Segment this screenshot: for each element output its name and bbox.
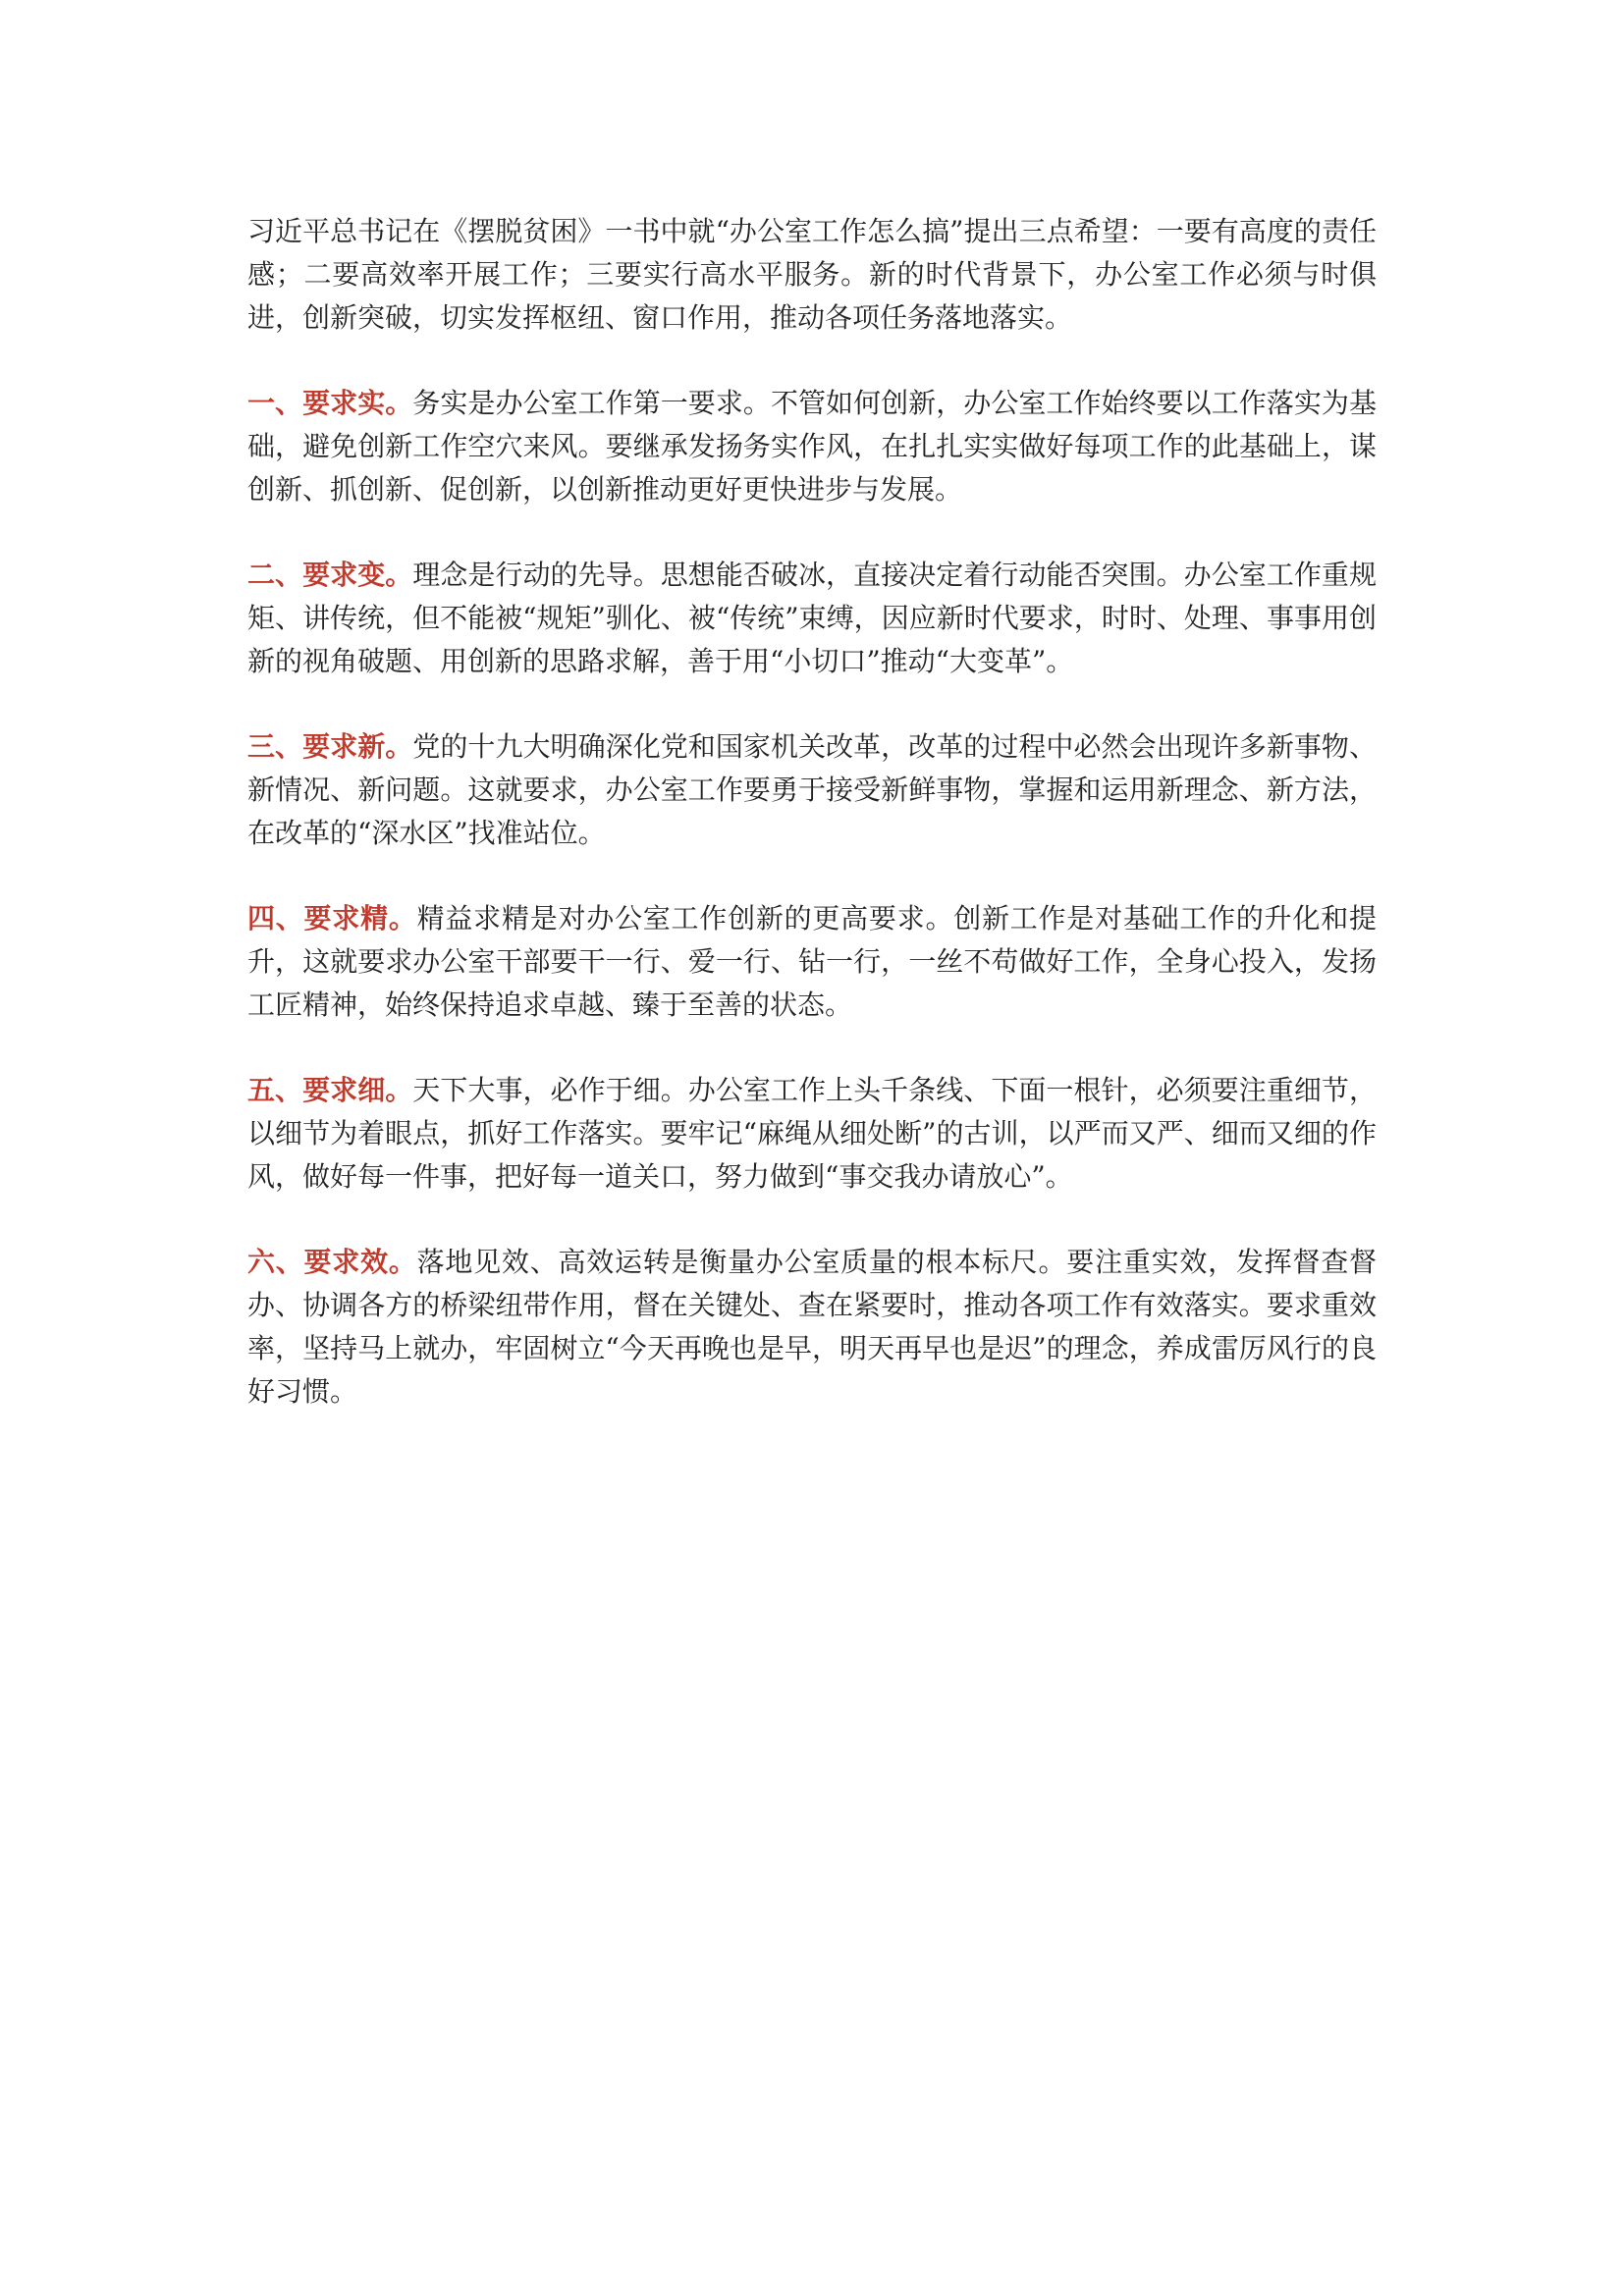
section-paragraph xyxy=(247,725,1377,855)
section-heading: 六、要求效。 xyxy=(247,1246,417,1278)
section-heading: 二、要求变。 xyxy=(247,559,413,591)
section-heading: 四、要求精。 xyxy=(247,902,417,934)
section-paragraph xyxy=(247,554,1377,683)
section-body: 理念是行动的先导。思想能否破冰，直接决定着行动能否突围。办公室工作重规矩、讲传统，但不能被“规矩”驯化、被“传统”束缚，因应新时代要求，时时、处理、事事用创新的视角破题、用创新的思路求解，善于用“小切口”推动“大变革”。 xyxy=(247,559,1377,677)
section-heading: 一、要求实。 xyxy=(247,387,413,419)
section-paragraph xyxy=(247,1241,1377,1414)
section-body: 党的十九大明确深化党和国家机关改革，改革的过程中必然会出现许多新事物、新情况、新问题。这就要求，办公室工作要勇于接受新鲜事物，掌握和运用新理念、新方法，在改革的“深水区”找准站位。 xyxy=(247,730,1377,849)
section-heading: 三、要求新。 xyxy=(247,730,413,763)
intro-paragraph: 习近平总书记在《摆脱贫困》一书中就“办公室工作怎么搞”提出三点希望：一要有高度的责任感；二要高效率开展工作；三要实行高水平服务。新的时代背景下，办公室工作必须与时俱进，创新突破，切实发挥枢纽、窗口作用，推动各项任务落地落实。 xyxy=(247,215,1377,334)
section-heading: 五、要求细。 xyxy=(247,1074,413,1106)
section-paragraph xyxy=(247,897,1377,1027)
section-paragraph xyxy=(247,382,1377,511)
section-body: 精益求精是对办公室工作创新的更高要求。创新工作是对基础工作的升化和提升，这就要求办公室干部要干一行、爱一行、钻一行，一丝不苟做好工作，全身心投入，发扬工匠精神，始终保持追求卓越、臻于至善的状态。 xyxy=(247,902,1377,1021)
section-body: 务实是办公室工作第一要求。不管如何创新，办公室工作始终要以工作落实为基础，避免创新工作空穴来风。要继承发扬务实作风，在扎扎实实做好每项工作的此基础上，谋创新、抓创新、促创新，以创新推动更好更快进步与发展。 xyxy=(247,387,1377,506)
section-body: 落地见效、高效运转是衡量办公室质量的根本标尺。要注重实效，发挥督查督办、协调各方的桥梁纽带作用，督在关键处、查在紧要时，推动各项工作有效落实。要求重效率，坚持马上就办，牢固树立“今天再晚也是早，明天再早也是迟”的理念，养成雷厉风行的良好习惯。 xyxy=(247,1246,1377,1408)
section-paragraph xyxy=(247,1069,1377,1199)
section-body: 天下大事，必作于细。办公室工作上头千条线、下面一根针，必须要注重细节，以细节为着眼点，抓好工作落实。要牢记“麻绳从细处断”的古训，以严而又严、细而又细的作风，做好每一件事，把好每一道关口，努力做到“事交我办请放心”。 xyxy=(247,1074,1377,1193)
document-body xyxy=(247,210,1377,1456)
